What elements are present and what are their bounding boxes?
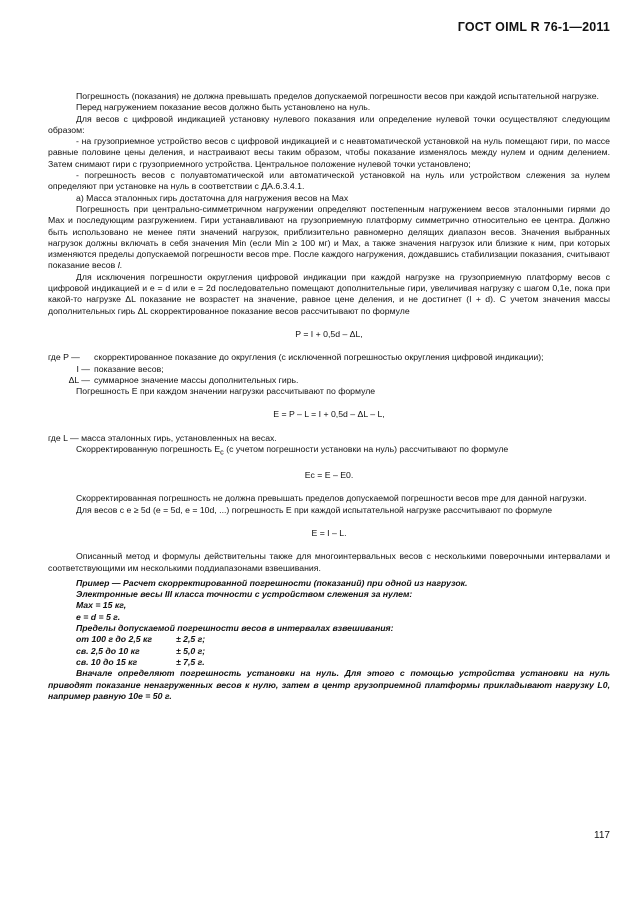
where-item: I — показание весов; xyxy=(76,363,164,374)
formula: P = I + 0,5d – ΔL, xyxy=(295,328,363,339)
paragraph: Для исключения погрешности округления цифровой индикации при каждой нагрузке на грузоприемную платформу весов с цифровой индикацией и e = d или e = 2d последовательно помещают дополнительные гири, увеличивая нагрузку с шагом 0,1e, пока при какой-то нагрузке ΔL показание не возрастет на значение, равное цене деления, и не достигнет (I + d). С учетом значения массы дополнительных гирь ΔL скорректированное показание весов рассчитывают по формуле xyxy=(48,271,610,316)
document-header: ГОСТ OIML R 76-1—2011 xyxy=(457,20,610,34)
paragraph: Для весов с цифровой индикацией установку нулевого показания или определение нулевой точки осуществляют следующим образом: xyxy=(48,113,610,135)
paragraph: Погрешность E при каждом значении нагрузки рассчитывают по формуле xyxy=(76,386,376,397)
paragraph: где L — масса эталонных гирь, установленных на весах. xyxy=(48,432,277,443)
paragraph: - на грузоприемное устройство весов с цифровой индикацией и с неавтоматической установкой на нуль помещают гири, по массе равные половине цены деления, и настраивают весы таким образом, чтобы показание изменялось между нулем и одним делением. Затем снимают гири с грузоприемного устройства. Центральное положение нулевой точки установлено; xyxy=(48,136,610,169)
example-row: от 100 г до 2,5 кг ± 2,5 г; xyxy=(76,634,206,645)
formula: E = P – L = I + 0,5d – ΔL – L, xyxy=(273,409,385,420)
paragraph: Скорректированная погрешность не должна превышать пределов допускаемой погрешности весов mpe для данной нагрузки. xyxy=(76,493,587,504)
example-row: св. 2,5 до 10 кг ± 5,0 г; xyxy=(76,645,206,656)
paragraph: Перед нагружением показание весов должно быть установлено на нуль. xyxy=(76,102,371,113)
example-line: e = d = 5 г. xyxy=(76,611,121,622)
paragraph: Для весов с e ≥ 5d (e = 5d, e = 10d, ...) погрешность E при каждой испытательной нагрузке рассчитывают по формуле xyxy=(76,504,553,515)
example-line: Электронные весы III класса точности с устройством слежения за нулем: xyxy=(76,589,413,600)
document-body xyxy=(48,91,610,702)
where-item: где P — скорректированное показание до округления (с исключенной погрешностью округления цифровой индикации); xyxy=(48,352,544,363)
formula: Ec = E – E0. xyxy=(304,470,354,481)
page-number: 117 xyxy=(594,830,610,841)
example-line: Max = 15 кг, xyxy=(76,600,127,611)
paragraph: Скорректированную погрешность $E_c$ (с учетом погрешности установки на нуль) рассчитывают по формуле xyxy=(76,444,509,457)
example-line: Пределы допускаемой погрешности весов в интервалах взвешивания: xyxy=(76,623,394,634)
paragraph: Описанный метод и формулы действительны также для многоинтервальных весов с несколькими поверочными интервалами и соответствующими им несколькими поддиапазонами взвешивания. xyxy=(48,551,610,573)
example-row: св. 10 до 15 кг ± 7,5 г. xyxy=(76,656,205,667)
paragraph: Погрешность при центрально-симметричном нагружении определяют постепенным нагружением весов эталонными гирями до Max и последующим разгружением. Гири устанавливают на грузоприемную платформу симметрично относительно ее центра. Должно быть использовано не менее пяти значений нагрузок, приблизительно равномерно делящих диапазон весов. Значения выбранных нагрузок должны включать в себя значения Min (если Min ≥ 100 мг) и Max, а также значения нагрузок или близкие к ним, при которых изменяются пределы допускаемой погрешности весов mpe. После каждого нагружения, дождавшись стабилизации показания, считывают показание весов I. xyxy=(48,203,610,271)
formula: E = I – L. xyxy=(311,527,347,538)
paragraph: - погрешность весов с полуавтоматической или автоматической установкой на нуль или устройством слежения за нулем определяют при установке на нуль в соответствии с ДА.6.3.4.1. xyxy=(48,170,610,192)
example-title: Пример — Расчет скорректированной погрешности (показаний) при одной из нагрузок. xyxy=(76,577,468,588)
paragraph: а) Масса эталонных гирь достаточна для нагружения весов на Max xyxy=(76,192,349,203)
paragraph: Погрешность (показания) не должна превышать пределов допускаемой погрешности весов при каждой испытательной нагрузке. xyxy=(76,91,599,101)
example-final: Вначале определяют погрешность установки на нуль. Для этого с помощью устройства установки на нуль приводят показание ненагруженных весов к нулю, затем в центр грузоприемной платформы прикладывают нагрузку L0, например равную 10e = 50 г. xyxy=(48,668,610,701)
where-item: ΔL — суммарное значение массы дополнительных гирь. xyxy=(68,374,299,385)
